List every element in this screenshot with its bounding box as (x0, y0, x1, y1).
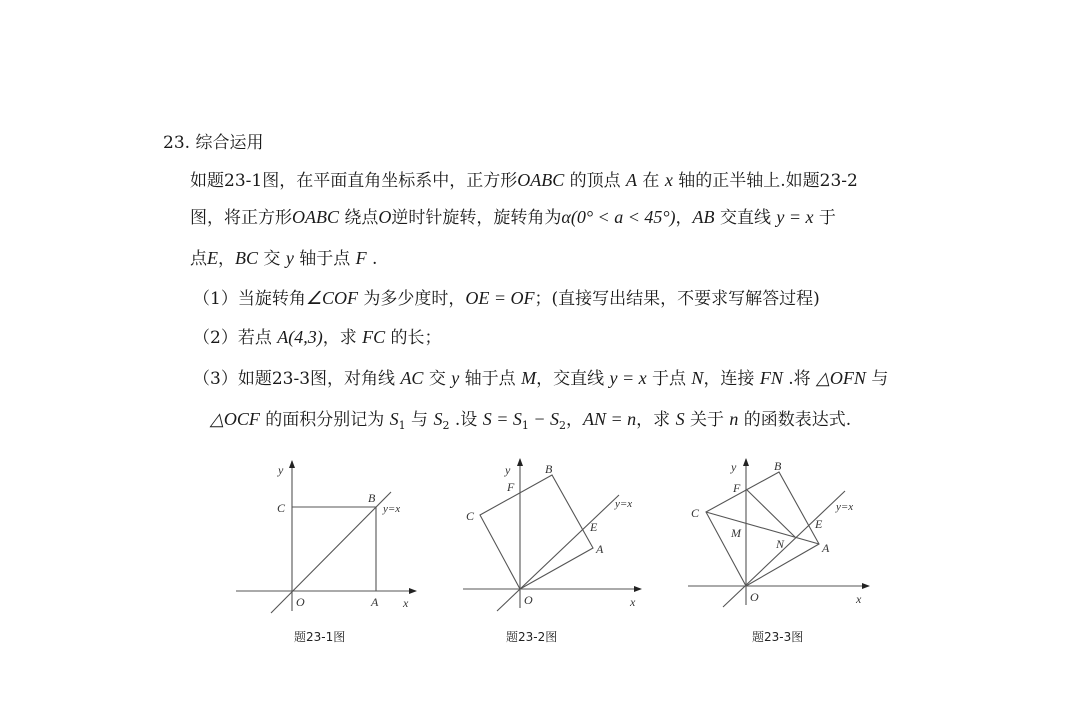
math: O (378, 207, 392, 227)
math: BC (235, 248, 259, 268)
label-y: y (278, 463, 284, 477)
figure-23-3 (688, 459, 869, 607)
figure-caption-3: 题23-3图 (752, 630, 804, 644)
math: M (521, 368, 537, 388)
text: 轴于点 (293, 249, 356, 269)
label-f: F (507, 480, 515, 494)
label-e: E (590, 520, 598, 534)
text: 如题23-3图，对角线 (237, 369, 401, 389)
text: 交 (423, 369, 452, 389)
label-a: A (596, 542, 604, 556)
math: y (285, 248, 294, 268)
text: 若点 (237, 328, 278, 348)
math: F (355, 248, 367, 268)
math: AC (400, 368, 424, 388)
math: △OFN (816, 368, 866, 388)
math: E (207, 248, 218, 268)
subscript: 1 (521, 419, 529, 432)
figure-23-1-labels (277, 463, 409, 610)
text: 的顶点 (564, 171, 627, 191)
math: A (626, 170, 638, 190)
label-c: C (466, 509, 475, 523)
math: n (729, 409, 739, 429)
figure-caption-1: 题23-1图 (294, 630, 346, 644)
label-line: y=x (836, 501, 854, 513)
text: ，求 (636, 410, 676, 430)
text: 轴的正半轴上.如题23-2 (672, 171, 858, 191)
label-e: E (815, 517, 823, 531)
math: y (451, 368, 460, 388)
part-label: （1） (193, 289, 238, 309)
figure-23-2 (463, 459, 641, 611)
label-x: x (403, 596, 409, 610)
text: 为多少度时， (357, 289, 466, 309)
label-n: N (776, 537, 785, 551)
math: FN (759, 368, 783, 388)
problem-number: 23. (163, 133, 191, 153)
math: OABC (292, 207, 339, 227)
label-o: O (524, 593, 533, 607)
text: 交 (258, 249, 286, 269)
text: 的函数表达式. (738, 410, 852, 430)
text: ， (218, 249, 235, 269)
part-label: （3） (193, 369, 238, 389)
text: 关于 (684, 410, 730, 430)
text: ， (566, 410, 583, 430)
math: y = x (776, 207, 814, 227)
text: 逆时针旋转，旋转角为 (391, 208, 562, 228)
label-m: M (731, 526, 741, 540)
math: N (691, 368, 704, 388)
math: OE = OF (465, 288, 535, 308)
label-f: F (733, 481, 741, 495)
subscript: 2 (442, 419, 450, 432)
figure-23-1 (236, 461, 416, 613)
math: AB (692, 207, 715, 227)
subscript: 1 (398, 419, 406, 432)
square-oabc (480, 475, 593, 589)
text: ，求 (322, 328, 363, 348)
label-a: A (371, 595, 379, 609)
text: 点 (190, 249, 207, 269)
math: S (389, 409, 399, 429)
diagonal-ac (706, 512, 819, 544)
label-b: B (368, 491, 376, 505)
text: 与 (405, 410, 434, 430)
math: α(0° < a < 45°) (561, 207, 676, 227)
label-y: y (505, 463, 511, 477)
math: − S (528, 409, 559, 429)
text: . (366, 249, 378, 269)
label-b: B (774, 459, 782, 473)
text: 在 (637, 171, 665, 191)
label-o: O (750, 590, 759, 604)
text: 于 (813, 208, 836, 228)
text: 交直线 (714, 208, 777, 228)
math: A(4,3) (277, 327, 323, 347)
text: 绕点 (339, 208, 379, 228)
part-label: （2） (193, 328, 238, 348)
label-c: C (277, 501, 286, 515)
text: 与 (865, 369, 889, 389)
label-c: C (691, 506, 700, 520)
label-b: B (545, 462, 553, 476)
math: y = x (609, 368, 647, 388)
math: ∠COF (305, 288, 358, 308)
text: 的面积分别记为 (259, 410, 390, 430)
math: S (433, 409, 443, 429)
text: 当旋转角 (237, 289, 306, 309)
text: ，连接 (703, 369, 760, 389)
text: ， (675, 208, 693, 228)
math: FC (362, 327, 386, 347)
text: 轴于点 (459, 369, 522, 389)
text: 如题23-1图，在平面直角坐标系中，正方形 (190, 171, 518, 191)
subscript: 2 (559, 419, 566, 432)
text: .将 (782, 369, 817, 389)
math: S (675, 409, 685, 429)
label-x: x (630, 595, 636, 609)
math: x (664, 170, 673, 190)
label-line: y=x (383, 503, 401, 515)
text: 于点 (646, 369, 692, 389)
problem-heading-text: 综合运用 (195, 133, 264, 153)
text: 图，将正方形 (190, 208, 292, 228)
label-line: y=x (615, 498, 633, 510)
text: ；(直接写出结果，不要求写解答过程) (534, 289, 820, 309)
math: △OCF (210, 409, 260, 429)
figure-caption-2: 题23-2图 (506, 630, 558, 644)
text: ，交直线 (536, 369, 610, 389)
math: S = S (482, 409, 522, 429)
label-a: A (822, 541, 830, 555)
label-o: O (296, 595, 305, 609)
label-y: y (731, 460, 737, 474)
text: 的长； (385, 328, 442, 348)
label-x: x (856, 592, 862, 606)
math: AN = n (583, 409, 637, 429)
text: .设 (449, 410, 483, 430)
math: OABC (517, 170, 565, 190)
